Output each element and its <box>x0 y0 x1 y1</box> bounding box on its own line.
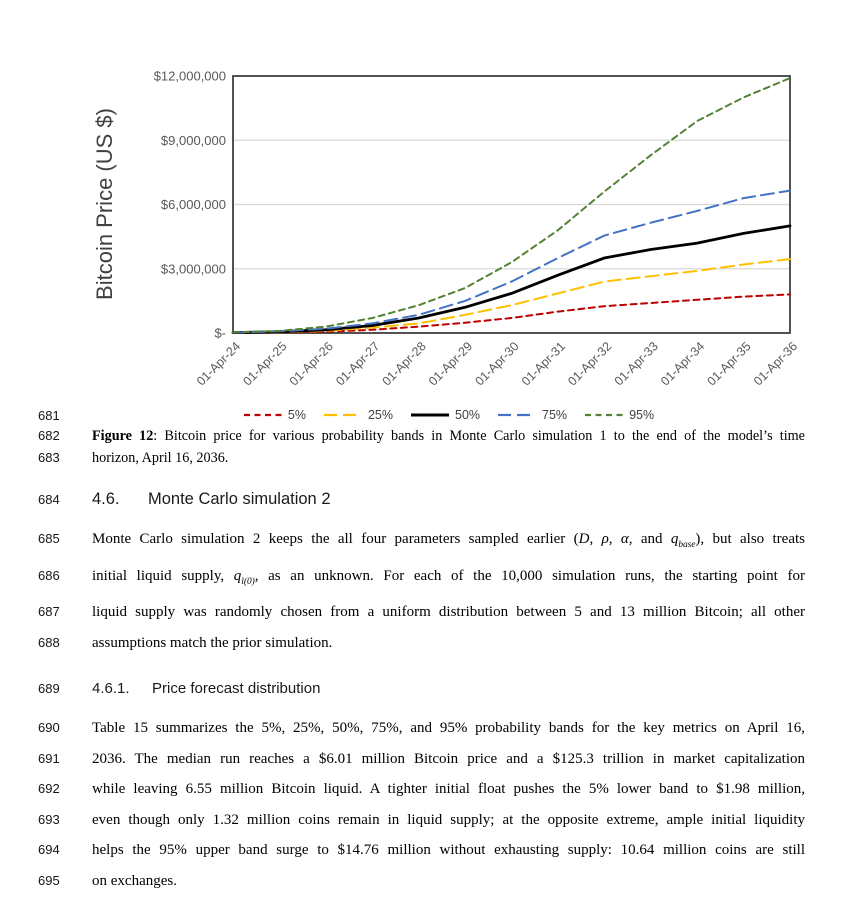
legend-item-50% <box>410 408 480 422</box>
figure-caption-line <box>0 425 850 447</box>
text-segment: assumptions match the prior simulation. <box>92 634 333 651</box>
series-line-75% <box>233 191 790 333</box>
line-text <box>92 628 805 659</box>
chart-legend <box>92 408 805 422</box>
x-tick-label: 01-Apr-26 <box>286 339 336 389</box>
line-text <box>92 490 805 509</box>
text-segment: q <box>233 567 242 584</box>
legend-swatch-icon <box>243 410 283 420</box>
text-segment: Figure 12 <box>92 428 154 444</box>
text-segment: α <box>620 531 629 547</box>
body-text-line <box>0 805 850 836</box>
text-segment: ρ <box>601 531 609 547</box>
line-text <box>92 561 805 598</box>
body-text-line <box>0 774 850 805</box>
y-tick-label: $3,000,000 <box>160 261 226 277</box>
text-segment: : Bitcoin price for various probability bands in Monte Carlo simulation 1 to the end of the model’s time <box>153 428 805 444</box>
line-text <box>92 835 805 866</box>
line-number: 682 <box>38 428 60 443</box>
text-segment: , and <box>628 531 671 547</box>
heading-title: Price forecast distribution <box>152 680 321 697</box>
x-tick-label: 01-Apr-30 <box>472 339 522 389</box>
body-text-line <box>0 866 850 897</box>
x-tick-label: 01-Apr-29 <box>425 339 476 389</box>
body-text-line <box>0 628 850 659</box>
legend-item-75% <box>497 408 567 422</box>
chart-legend-row <box>0 405 850 425</box>
line-text <box>92 524 805 561</box>
line-number: 686 <box>38 567 60 583</box>
body-text-line <box>0 561 850 598</box>
line-number: 681 <box>38 407 60 423</box>
x-tick-label: 01-Apr-35 <box>704 339 754 389</box>
y-tick-label: $- <box>214 325 226 341</box>
y-tick-label: $12,000,000 <box>153 68 226 84</box>
line-number: 692 <box>38 781 60 796</box>
text-segment: liquid supply was randomly chosen from a uniform distribution between 5 and 13 million Bitcoin; all other <box>92 604 805 620</box>
line-number: 689 <box>38 681 60 696</box>
line-number: 683 <box>38 450 60 465</box>
line-text <box>92 597 805 628</box>
heading-title: Monte Carlo simulation 2 <box>148 490 331 508</box>
line-text <box>92 805 805 836</box>
section-heading <box>0 490 850 515</box>
line-number: 690 <box>38 720 60 735</box>
line-number: 693 <box>38 811 60 827</box>
legend-swatch-icon <box>410 410 450 420</box>
line-number: 694 <box>38 842 60 857</box>
section-heading <box>0 680 850 702</box>
body-text-line <box>0 744 850 775</box>
text-segment: l(0) <box>241 576 255 587</box>
text-segment: q <box>670 531 679 547</box>
text-segment: Table 15 summarizes the 5%, 25%, 50%, 75%, and 95% probability bands for the key metrics on April 16, <box>92 720 805 736</box>
text-segment: even though only 1.32 million coins remain in liquid supply; at the opposite extreme, ample initial liquidity <box>92 811 805 828</box>
series-line-25% <box>233 259 790 333</box>
legend-label: 75% <box>542 408 568 422</box>
line-number: 688 <box>38 634 60 650</box>
text-segment: 2036. The median run reaches a $6.01 million Bitcoin price and a $125.3 trillion in market capitalization <box>92 750 805 767</box>
text-segment: helps the 95% upper band surge to $14.76 million without exhausting supply: 10.64 million coins are still <box>92 842 805 858</box>
line-number: 685 <box>38 531 60 546</box>
line-text <box>92 744 805 775</box>
legend-swatch-icon <box>497 410 537 420</box>
text-segment: Monte Carlo simulation 2 keeps the all four parameters sampled earlier ( <box>92 531 579 547</box>
legend-label: 50% <box>455 408 481 422</box>
legend-item-25% <box>323 408 393 422</box>
line-text <box>92 426 805 447</box>
line-number: 684 <box>38 492 60 507</box>
body-text-line <box>0 835 850 866</box>
figure-caption-line <box>0 447 850 469</box>
body-text-line <box>0 597 850 628</box>
x-tick-label: 01-Apr-32 <box>565 339 615 389</box>
line-number: 687 <box>38 604 60 619</box>
text-segment: ), but also treats <box>695 531 805 547</box>
text-segment: D <box>578 531 590 547</box>
series-line-50% <box>233 226 790 333</box>
heading-number: 4.6.1. <box>92 680 130 697</box>
text-flow <box>0 400 850 896</box>
line-text <box>92 866 805 897</box>
line-text <box>92 680 805 697</box>
x-tick-label: 01-Apr-31 <box>518 339 569 389</box>
y-tick-label: $9,000,000 <box>160 132 226 148</box>
legend-swatch-icon <box>584 410 624 420</box>
x-tick-label: 01-Apr-28 <box>379 339 429 389</box>
line-text <box>92 408 805 422</box>
text-segment: on exchanges. <box>92 872 177 889</box>
x-tick-label: 01-Apr-24 <box>193 339 244 389</box>
x-tick-label: 01-Apr-33 <box>611 339 661 389</box>
body-text-line <box>0 524 850 561</box>
x-tick-label: 01-Apr-36 <box>750 339 801 389</box>
line-text <box>92 448 805 469</box>
text-segment: horizon, April 16, 2036. <box>92 450 229 466</box>
text-segment: , <box>589 531 602 547</box>
line-number: 691 <box>38 750 60 766</box>
x-tick-label: 01-Apr-27 <box>333 339 383 389</box>
text-segment: initial liquid supply, <box>92 567 234 584</box>
legend-item-95% <box>584 408 654 422</box>
bitcoin-price-chart <box>0 0 850 400</box>
text-segment: while leaving 6.55 million Bitcoin liquid. A tighter initial float pushes the 5% lower band to $1.98 million, <box>92 781 805 797</box>
x-tick-label: 01-Apr-34 <box>658 339 708 389</box>
legend-swatch-icon <box>323 410 363 420</box>
y-axis-title: Bitcoin Price (US $) <box>92 108 117 300</box>
line-text <box>92 713 805 744</box>
x-tick-label: 01-Apr-25 <box>240 339 290 389</box>
body-text-line <box>0 713 850 744</box>
line-text <box>92 774 805 805</box>
text-segment: , <box>608 531 621 547</box>
y-tick-label: $6,000,000 <box>160 197 226 212</box>
legend-label: 5% <box>287 408 306 422</box>
legend-item-5% <box>243 408 306 422</box>
text-segment: base <box>678 540 696 550</box>
heading-number: 4.6. <box>92 490 120 508</box>
text-segment: , as an unknown. For each of the 10,000 simulation runs, the starting point for <box>254 567 805 584</box>
legend-label: 95% <box>629 408 655 422</box>
legend-label: 25% <box>367 408 393 422</box>
line-number: 695 <box>38 872 60 888</box>
